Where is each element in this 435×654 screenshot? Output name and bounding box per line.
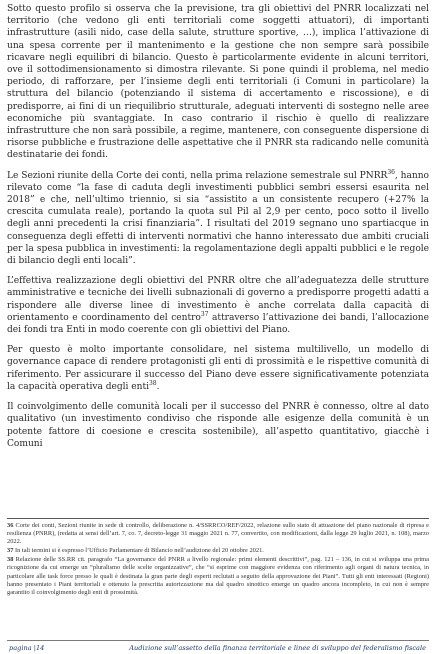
footnote-text: Relazione delle SS.RR cit. paragrafo “La governance del PNRR a livello regionale: primi elementi descrittivi”, pag. 121 – 136, in cui si sviluppa una prima ricognizione da cui emerge un “pluralismo delle scelte organizzative”, che “si esprime con maggiore evidenza con riferimento agli organi di natura tecnica, in particolare alle task force presso le quali è destinata la gran parte degli esperti reclutati a seguito della approvazione dei Piani”. Tutti gli enti interessati (Regioni) hanno presentato i Piani territoriali e ottenuto la prescritta autorizzazione ma dal quadro sinottico emerge un quadro ancora incompleto, in cui non è sempre garantito il coinvolgimento degli enti di prossimità.	[7, 556, 429, 596]
footnote-number: 37	[7, 547, 14, 555]
paragraph-3	[7, 275, 429, 336]
main-text	[7, 3, 429, 450]
footnote-37	[7, 547, 429, 555]
paragraph-4-text-a: Per questo è molto importante consolidare, nel sistema multilivello, un modello di governance capace di rendere protagonisti gli enti di prossimità e le rispettive comunità di riferimento. Per assicurare il successo del Piano deve essere significativamente potenziata la capacità operativa degli enti	[7, 345, 429, 392]
footnote-number: 38	[7, 556, 14, 564]
footnote-38	[7, 556, 429, 596]
paragraph-2-text-a: Le Sezioni riunite della Corte dei conti, nella prima relazione semestrale sul PNRR	[7, 170, 388, 181]
paragraph-3-text-b: attraverso l’attivazione dei bandi, l’allocazione dei fondi tra Enti in modo coerente con gli obiettivi del Piano.	[7, 312, 429, 336]
footnote-number: 36	[7, 522, 14, 529]
page-number: pagina |14	[9, 644, 45, 652]
footnote-text: Corte dei conti, Sezioni riunite in sede di controllo, deliberazione n. 4/SSRRCO/REF/2022, relazione sullo stato di attuazione del piano nazionale di ripresa e resilienza (PNRR), (redatta ai sensi dell’art. 7, co. 7, decreto-legge 31 maggio 2021 n. 77, convertito, con modificazioni, dalla legge 29 luglio 2021, n. 108), marzo 2022.	[7, 522, 429, 546]
footnote-ref-38[interactable]: 38	[148, 379, 157, 387]
paragraph-3-text-a: L’effettiva realizzazione degli obiettivi del PNRR oltre che all’adeguatezza delle strutture amministrative e tecniche dei livelli subnazionali di governo a predisporre progetti adatti a rispondere alle diverse linee di investimento è anche correlata dalla capacità di orientamento e coordinamento del centro	[7, 276, 429, 323]
paragraph-1: Sotto questo profilo si osserva che la previsione, tra gli obiettivi del PNRR localizzati nel territorio (che vedono gli enti territoriali come soggetti attuatori), di importanti infrastrutture (asili nido, case della salute, strutture sportive, …), implica l’attivazione di una spesa corrente per il mantenimento e la gestione che non sempre sarà possibile ricavare negli equilibri di bilancio. Questo è particolarmente evidente in alcuni territori, ove il sottodimensionamento si dimostra rilevante. Si pone quindi il problema, nel medio periodo, di rafforzare, per l’insieme degli enti territoriali (i Comuni in particolare) la struttura del bilancio (potenziando il sistema di accertamento e riscossione), e di predisporre, ai fini di un riequilibrio strutturale, adeguati interventi di sostegno nelle aree economiche più svantaggiate. In caso contrario il rischio è quello di realizzare infrastrutture che non sarà possibile, a regime, mantenere, con conseguente dispersione di risorse pubbliche e frustrazione delle aspettative che il PNRR sta radicando nelle comunità destinatarie dei fondi.	[7, 4, 429, 161]
page-footer	[7, 640, 429, 652]
document-title: Audizione sull’assetto della finanza territoriale e linee di sviluppo del federalismo fiscale	[129, 644, 426, 652]
footnote-36	[7, 522, 429, 546]
paragraph-2-text-b: , hanno rilevato come “la fase di caduta degli investimenti pubblici sembri essersi esaurita nel 2018” e che, nell’ultimo triennio, si sia “assistito a un consistente recupero (+27% la crescita cumulata reale), portando la quota sul Pil al 2,9 per cento, poco sotto il livello degli anni precedenti la crisi finanziaria”. I risultati del 2019 segnano uno spartiacque in conseguenza degli effetti di interventi normativi che hanno interessato due ambiti cruciali per la spesa pubblica in investimenti: la regolamentazione degli appalti pubblici e le regole di bilancio degli enti locali”.	[7, 170, 429, 267]
footnote-ref-36[interactable]: 36	[387, 168, 395, 176]
footnote-ref-37[interactable]: 37	[200, 310, 209, 318]
footnote-text: In tali termini si è espresso l’Ufficio Parlamentare di Bilancio nell’audizione del 20 ottobre 2021.	[15, 547, 264, 555]
paragraph-5: Il coinvolgimento delle comunità locali per il successo del PNRR è connesso, oltre al dato qualitativo (un investimento condiviso che risponde alle esigenze della comunità è un potente fattore di coesione e crescita sostenibile), all’aspetto quantitativo, giacchè i Comuni	[7, 402, 429, 449]
paragraph-4-text-b: .	[156, 381, 160, 392]
paragraph-2	[7, 170, 429, 268]
footnotes	[7, 518, 429, 598]
paragraph-4	[7, 344, 429, 393]
